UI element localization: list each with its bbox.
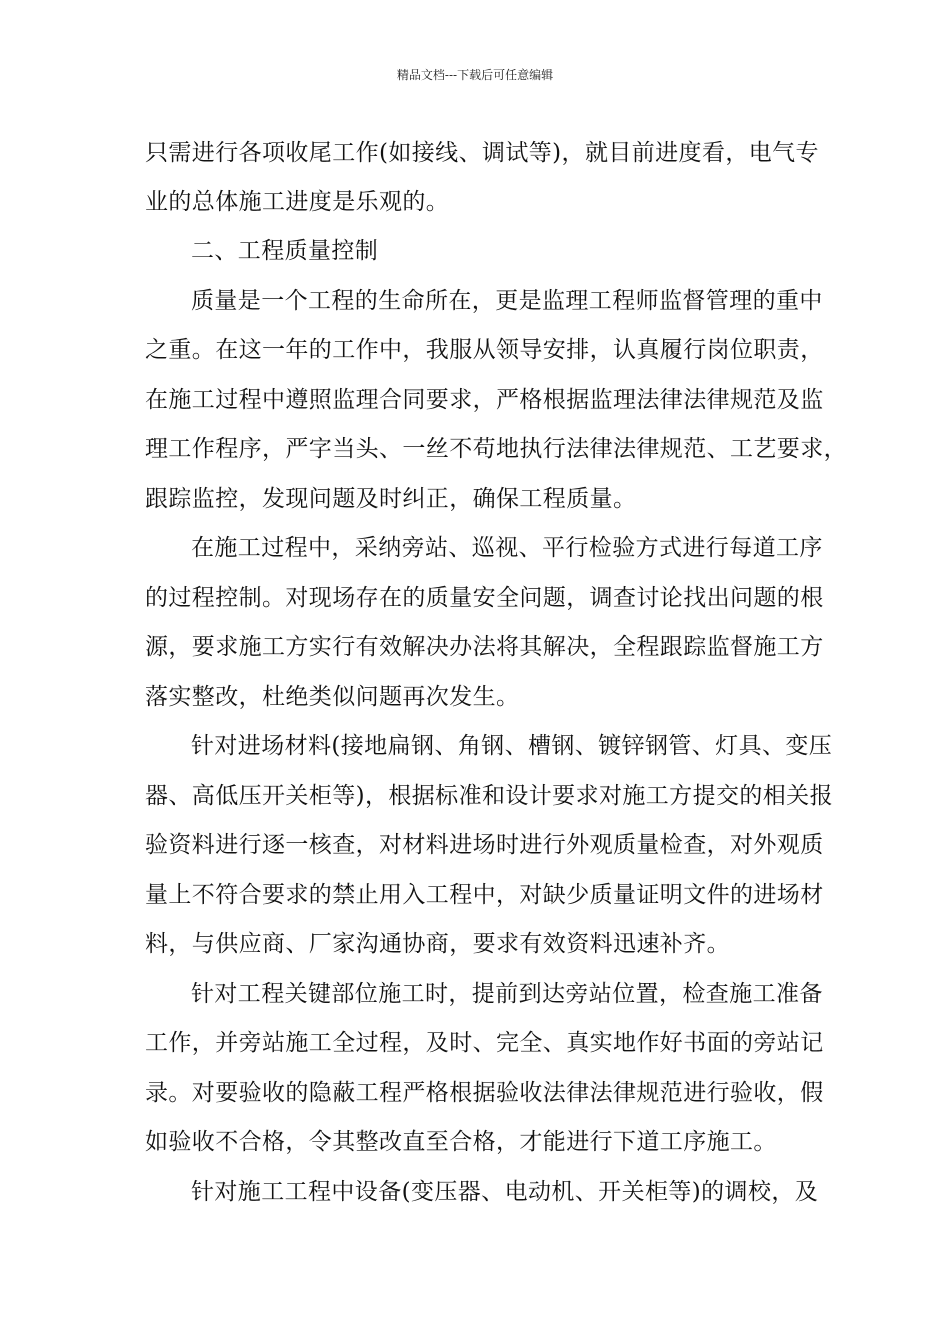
text-line: 落实整改，杜绝类似问题再次发生。 bbox=[145, 684, 520, 710]
text-line: 只需进行各项收尾工作(如接线、调试等)，就目前进度看，电气专 bbox=[145, 140, 819, 166]
text-line: 源，要求施工方实行有效解决办法将其解决，全程跟踪监督施工方 bbox=[145, 634, 824, 660]
text-line: 验资料进行逐一核查，对材料进场时进行外观质量检查，对外观质 bbox=[145, 832, 824, 858]
text-line: 料，与供应商、厂家沟通协商，要求有效资料迅速补齐。 bbox=[145, 931, 730, 957]
text-line: 如验收不合格，令其整改直至合格，才能进行下道工序施工。 bbox=[145, 1129, 777, 1155]
text-line: 之重。在这一年的工作中，我服从领导安排，认真履行岗位职责， bbox=[145, 337, 824, 363]
text-line: 工作，并旁站施工全过程，及时、完全、真实地作好书面的旁站记 bbox=[145, 1030, 824, 1056]
text-line: 跟踪监控，发现问题及时纠正，确保工程质量。 bbox=[145, 486, 637, 512]
text-line: 质量是一个工程的生命所在，更是监理工程师监督管理的重中 bbox=[191, 288, 823, 314]
text-line: 针对进场材料(接地扁钢、角钢、槽钢、镀锌钢管、灯具、变压 bbox=[191, 733, 833, 759]
text-line: 在施工过程中，采纳旁站、巡视、平行检验方式进行每道工序 bbox=[191, 535, 823, 561]
text-line: 的过程控制。对现场存在的质量安全问题，调查讨论找出问题的根 bbox=[145, 585, 824, 611]
text-line: 针对施工工程中设备(变压器、电动机、开关柜等)的调校，及 bbox=[191, 1179, 819, 1205]
text-line: 理工作程序，严字当头、一丝不苟地执行法律法律规范、工艺要求， bbox=[145, 436, 847, 462]
page-header: 精品文档---下载后可任意编辑 bbox=[396, 68, 554, 82]
text-line: 录。对要验收的隐蔽工程严格根据验收法律法律规范进行验收，假 bbox=[145, 1080, 824, 1106]
text-line: 量上不符合要求的禁止用入工程中，对缺少质量证明文件的进场材 bbox=[145, 882, 824, 908]
section-heading: 二、工程质量控制 bbox=[191, 238, 379, 264]
text-line: 针对工程关键部位施工时，提前到达旁站位置，检查施工准备 bbox=[191, 981, 823, 1007]
text-line: 器、高低压开关柜等)，根据标准和设计要求对施工方提交的相关报 bbox=[145, 783, 833, 809]
text-line: 业的总体施工进度是乐观的。 bbox=[145, 189, 450, 215]
text-line: 在施工过程中遵照监理合同要求，严格根据监理法律法律规范及监 bbox=[145, 387, 824, 413]
